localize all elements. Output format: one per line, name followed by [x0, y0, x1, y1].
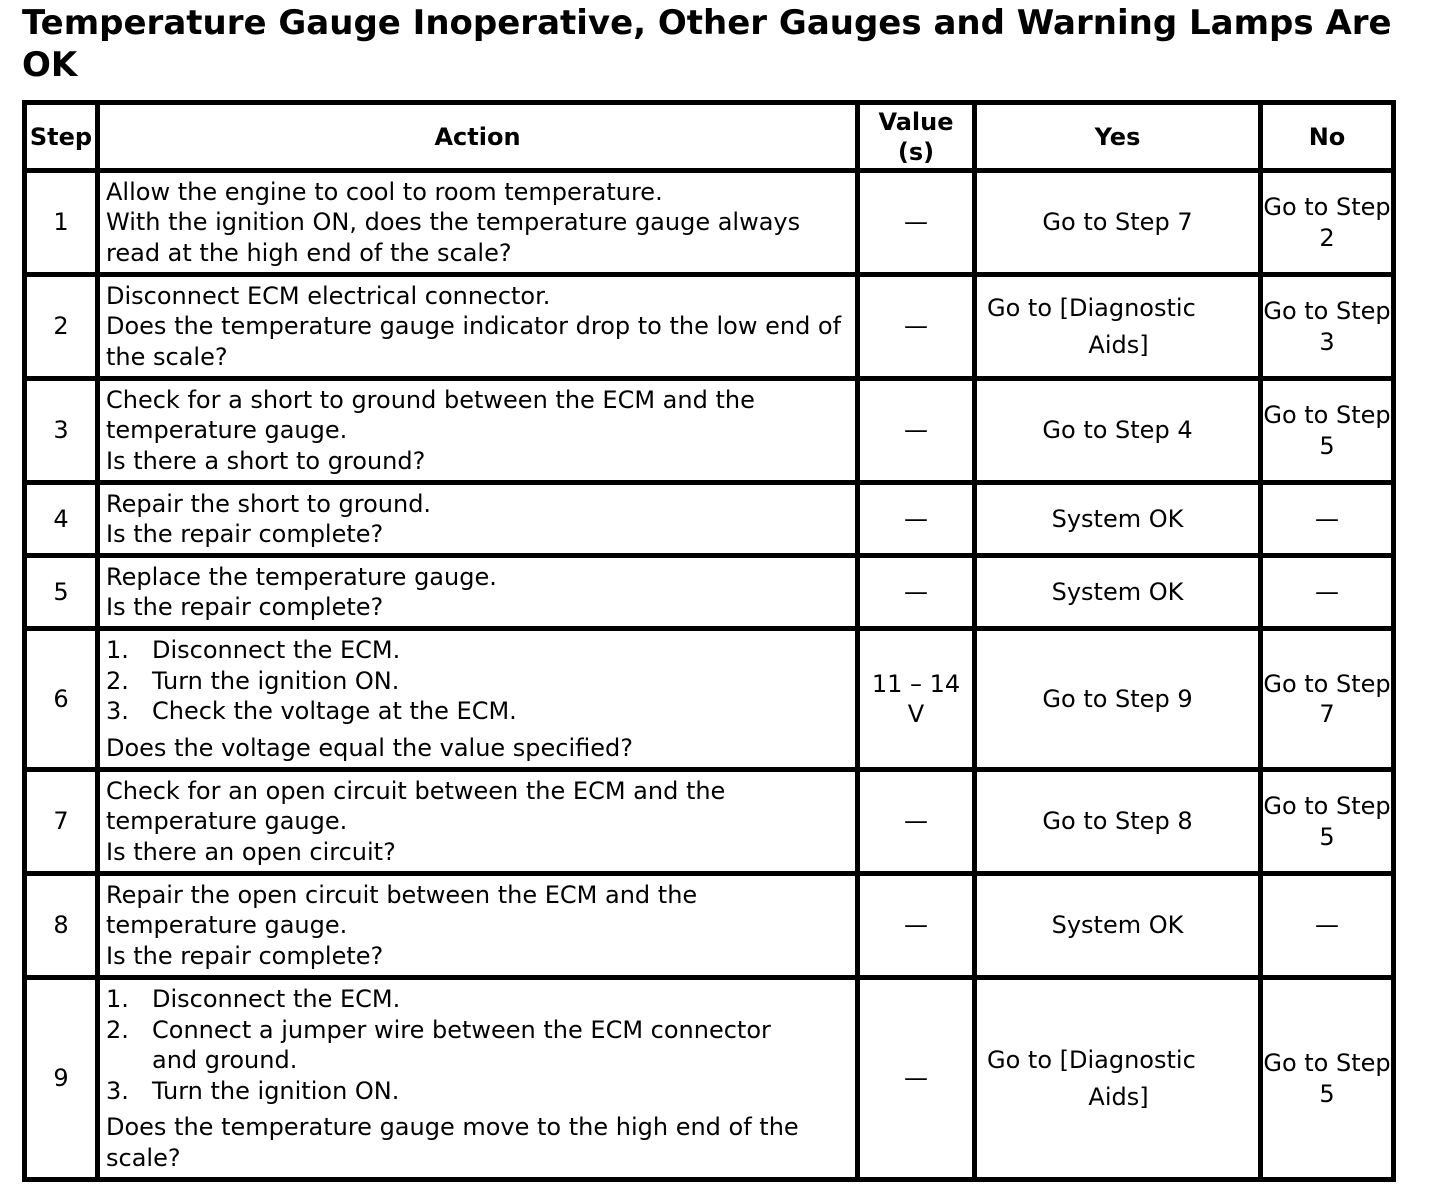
- action-question: Does the voltage equal the value specified?: [106, 733, 634, 762]
- action-line: Disconnect ECM electrical connector.: [106, 281, 551, 310]
- value-cell: —: [858, 770, 975, 874]
- step-number: 9: [25, 978, 98, 1180]
- action-line: Repair the short to ground.: [106, 489, 432, 518]
- yes-cell: [975, 275, 1261, 379]
- action-line: Is there a short to ground?: [106, 446, 426, 475]
- substep-number: 2.: [106, 666, 129, 695]
- substep-list: [106, 984, 851, 1106]
- action-cell: [98, 978, 858, 1180]
- substep: [106, 984, 851, 1015]
- step-number: 6: [25, 629, 98, 770]
- substep-list: [106, 635, 851, 727]
- value-cell: —: [858, 275, 975, 379]
- action-line: Does the temperature gauge indicator drop to the low end of the scale?: [106, 312, 842, 371]
- yes-link-text: Go to [Diagnostic: [987, 293, 1196, 322]
- substep-number: 1.: [106, 636, 129, 664]
- value-cell: —: [858, 171, 975, 275]
- step-number: 5: [25, 556, 98, 629]
- table-row: [25, 171, 1394, 275]
- no-cell: Go to Step 2: [1261, 171, 1394, 275]
- header-no: No: [1261, 103, 1394, 171]
- yes-cell: Go to Step 8: [975, 770, 1261, 874]
- substep: [106, 666, 851, 697]
- step-number: 8: [25, 874, 98, 978]
- yes-cell: System OK: [975, 874, 1261, 978]
- table-row: [25, 556, 1394, 629]
- table-header-row: [25, 103, 1394, 171]
- value-cell: —: [858, 556, 975, 629]
- yes-cell: [975, 978, 1261, 1180]
- action-line: Allow the engine to cool to room temperature.: [106, 177, 663, 206]
- action-cell: [98, 874, 858, 978]
- step-number: 7: [25, 770, 98, 874]
- no-cell: —: [1261, 874, 1394, 978]
- substep: [106, 1076, 851, 1107]
- no-cell: Go to Step 5: [1261, 379, 1394, 483]
- step-number: 3: [25, 379, 98, 483]
- no-cell: Go to Step 7: [1261, 629, 1394, 770]
- yes-link-text: Aids]: [1088, 330, 1149, 359]
- substep-text: Connect a jumper wire between the ECM connector and ground.: [152, 1015, 771, 1074]
- header-step: Step: [25, 103, 98, 171]
- substep-text: Turn the ignition ON.: [152, 1076, 400, 1105]
- yes-cell: Go to Step 9: [975, 629, 1261, 770]
- substep-number: 3.: [106, 1076, 129, 1105]
- action-cell: [98, 275, 858, 379]
- yes-cell: Go to Step 4: [975, 379, 1261, 483]
- substep-number: 1.: [106, 985, 129, 1013]
- value-cell: —: [858, 874, 975, 978]
- value-cell: —: [858, 978, 975, 1180]
- value-cell: —: [858, 379, 975, 483]
- action-line: Check for a short to ground between the ECM and the temperature gauge.: [106, 385, 755, 445]
- substep-number: 3.: [106, 697, 129, 725]
- table-row: [25, 978, 1394, 1180]
- substep-text: Turn the ignition ON.: [152, 666, 400, 695]
- header-yes: Yes: [975, 103, 1261, 171]
- yes-cell: Go to Step 7: [975, 171, 1261, 275]
- action-cell: [98, 483, 858, 556]
- no-cell: Go to Step 5: [1261, 978, 1394, 1180]
- no-cell: Go to Step 3: [1261, 275, 1394, 379]
- value-cell: —: [858, 483, 975, 556]
- substep-text: Disconnect the ECM.: [152, 985, 401, 1013]
- substep: [106, 1015, 851, 1076]
- substep: [106, 635, 851, 666]
- header-action: Action: [98, 103, 858, 171]
- substep-text: Disconnect the ECM.: [152, 636, 401, 664]
- action-question: Does the temperature gauge move to the high end of the scale?: [106, 1113, 799, 1172]
- action-cell: [98, 770, 858, 874]
- action-line: Is the repair complete?: [106, 520, 384, 548]
- diagnostic-table: [22, 100, 1396, 1182]
- action-line: Replace the temperature gauge.: [106, 562, 497, 591]
- value-cell: 11 – 14 V: [858, 629, 975, 770]
- header-value: Value (s): [858, 103, 975, 171]
- action-cell: [98, 556, 858, 629]
- action-line: Is there an open circuit?: [106, 837, 396, 866]
- no-cell: —: [1261, 483, 1394, 556]
- step-number: 4: [25, 483, 98, 556]
- table-row: [25, 275, 1394, 379]
- action-line: Is the repair complete?: [106, 941, 384, 970]
- page-title: Temperature Gauge Inoperative, Other Gauges and Warning Lamps Are OK: [22, 3, 1392, 85]
- yes-link-text: Go to [Diagnostic: [987, 1045, 1196, 1074]
- table-row: [25, 483, 1394, 556]
- no-cell: Go to Step 5: [1261, 770, 1394, 874]
- table-row: [25, 770, 1394, 874]
- action-line: Repair the open circuit between the ECM and the temperature gauge.: [106, 880, 698, 940]
- yes-link-text: Aids]: [1088, 1082, 1149, 1111]
- yes-cell: System OK: [975, 556, 1261, 629]
- substep-number: 2.: [106, 1015, 129, 1044]
- table-row: [25, 379, 1394, 483]
- action-line: Check for an open circuit between the ECM and the temperature gauge.: [106, 776, 726, 836]
- substep-text: Check the voltage at the ECM.: [152, 697, 517, 725]
- action-cell: [98, 629, 858, 770]
- action-cell: [98, 171, 858, 275]
- action-line: With the ignition ON, does the temperature gauge always read at the high end of the scale?: [106, 208, 801, 267]
- action-line: Is the repair complete?: [106, 593, 384, 621]
- step-number: 1: [25, 171, 98, 275]
- table-row: [25, 629, 1394, 770]
- action-cell: [98, 379, 858, 483]
- step-number: 2: [25, 275, 98, 379]
- substep: [106, 696, 851, 727]
- yes-cell: System OK: [975, 483, 1261, 556]
- no-cell: —: [1261, 556, 1394, 629]
- table-row: [25, 874, 1394, 978]
